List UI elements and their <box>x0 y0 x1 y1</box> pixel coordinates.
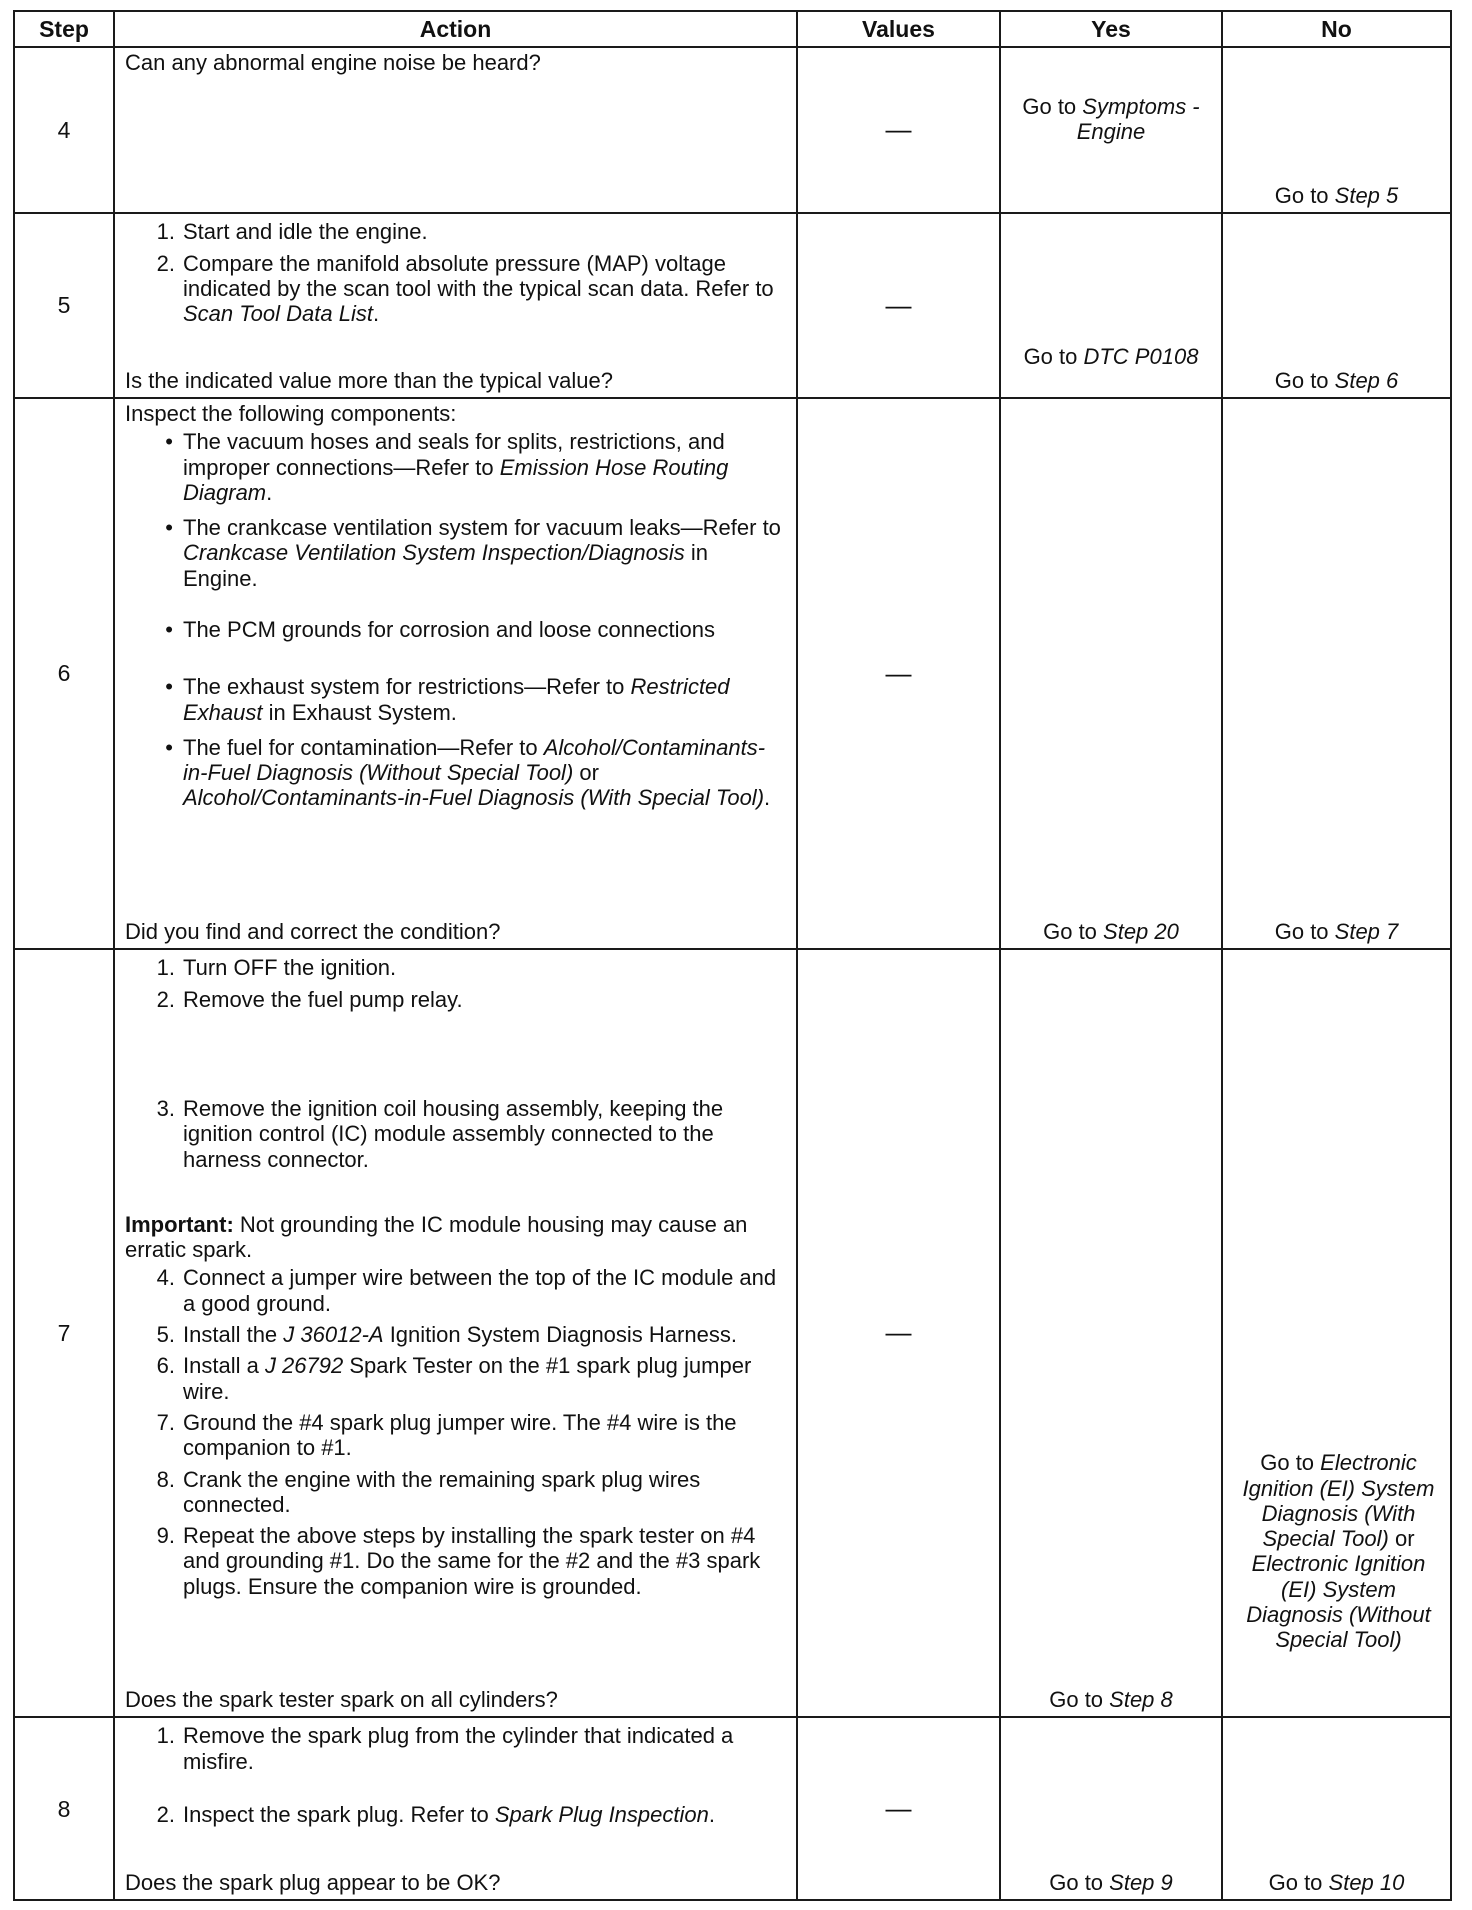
header-values: Values <box>797 11 1000 47</box>
step-question: Is the indicated value more than the typical value? <box>125 367 613 393</box>
action-cell <box>114 949 797 1717</box>
no-cell <box>1222 398 1451 949</box>
header-action: Action <box>114 11 797 47</box>
no-prefix: Go to <box>1260 1450 1321 1476</box>
yes-prefix: Go to <box>1043 919 1104 945</box>
list-item: • The crankcase ventilation system for vacuum leaks—Refer to Crankcase Ventilation System Inspection/Diagnosis in Engine. <box>165 515 781 591</box>
list-item: • The PCM grounds for corrosion and loose connections <box>165 617 715 642</box>
header-row <box>14 11 1451 47</box>
yes-link[interactable]: Symptoms - Engine <box>1076 94 1200 145</box>
list-item: 2. Compare the manifold absolute pressure (MAP) voltage indicated by the scan tool with the typical scan data. Refer to Scan Tool Data List. <box>156 250 774 327</box>
yes-cell <box>1000 949 1222 1717</box>
yes-cell <box>1000 213 1222 397</box>
yes-cell <box>1000 1717 1222 1900</box>
diagnostic-table <box>13 10 1452 1901</box>
action-cell <box>114 398 797 949</box>
yes-prefix: Go to <box>1049 1869 1110 1895</box>
yes-link[interactable]: Step 20 <box>1103 919 1179 945</box>
important-note: Important: Not grounding the IC module housing may cause an erratic spark. <box>125 1211 748 1263</box>
no-cell: Go to Electronic Ignition (EI) System Diagnosis (With Special Tool) or Electronic Ignition (EI) System Diagnosis (Without Special Tool) <box>1222 949 1451 1717</box>
no-cell <box>1222 1717 1451 1900</box>
reference-link[interactable]: Alcohol/Contaminants-in-Fuel Diagnosis (With Special Tool) <box>183 785 765 811</box>
yes-prefix: Go to <box>1022 94 1083 119</box>
yes-cell <box>1000 47 1222 213</box>
list-item: 7. Ground the #4 spark plug jumper wire. The #4 wire is the companion to #1. <box>156 1409 737 1461</box>
list-item: 5. Install the J 36012-A Ignition System Diagnosis Harness. <box>156 1322 737 1348</box>
action-cell <box>114 47 797 213</box>
no-link[interactable]: Step 5 <box>1334 183 1399 209</box>
list-item: 2. Remove the fuel pump relay. <box>156 986 463 1012</box>
action-cell <box>114 213 797 397</box>
step-number: 6 <box>14 398 114 949</box>
list-item: 8. Crank the engine with the remaining spark plug wires connected. <box>156 1466 701 1517</box>
header-step: Step <box>14 11 114 47</box>
no-link[interactable]: Step 6 <box>1334 367 1399 393</box>
no-cell <box>1222 47 1451 213</box>
values-cell: — <box>797 398 1000 949</box>
values-cell: — <box>797 213 1000 397</box>
list-item: 6. Install a J 26792 Spark Tester on the #1 spark plug jumper wire. <box>156 1353 752 1404</box>
yes-link[interactable]: Step 9 <box>1109 1869 1173 1895</box>
list-item: 3. Remove the ignition coil housing assembly, keeping the ignition control (IC) module assembly connected to the harness connector. <box>156 1096 724 1172</box>
no-link[interactable]: Step 7 <box>1334 919 1399 945</box>
reference-link[interactable]: Restricted Exhaust <box>183 674 730 725</box>
reference-link[interactable]: Spark Plug Inspection <box>494 1802 709 1828</box>
list-item: 1. Turn OFF the ignition. <box>156 955 397 981</box>
list-item: • The exhaust system for restrictions—Refer to Restricted Exhaust in Exhaust System. <box>165 674 730 725</box>
no-prefix: Go to <box>1274 367 1335 393</box>
tool-name: J 26792 <box>264 1353 344 1379</box>
action-intro: Inspect the following components: <box>125 400 457 426</box>
step-question: Can any abnormal engine noise be heard? <box>125 50 541 75</box>
action-steps <box>125 1723 788 1827</box>
yes-cell <box>1000 398 1222 949</box>
action-steps <box>125 955 788 1171</box>
step-question: Does the spark plug appear to be OK? <box>125 1869 501 1895</box>
reference-link[interactable]: Emission Hose Routing Diagram <box>183 454 729 505</box>
reference-link[interactable]: Alcohol/Contaminants-in-Fuel Diagnosis (Without Special Tool) <box>183 734 766 786</box>
step-question: Does the spark tester spark on all cylinders? <box>125 1687 558 1713</box>
no-prefix: Go to <box>1274 183 1335 209</box>
reference-link[interactable]: Scan Tool Data List <box>183 301 373 327</box>
table-row-step-5 <box>14 213 1451 397</box>
values-cell: — <box>797 1717 1000 1900</box>
table-row-step-4 <box>14 47 1451 213</box>
no-link[interactable]: Electronic Ignition (EI) System Diagnosis (Without Special Tool) <box>1246 1551 1431 1653</box>
yes-prefix: Go to <box>1049 1687 1110 1713</box>
list-item: • The vacuum hoses and seals for splits, restrictions, and improper connections—Refer to Emission Hose Routing Diagram. <box>165 429 729 505</box>
no-prefix: Go to <box>1274 919 1335 945</box>
header-no: No <box>1222 11 1451 47</box>
list-item: • The fuel for contamination—Refer to Alcohol/Contaminants-in-Fuel Diagnosis (Without Special Tool) or Alcohol/Contaminants-in-Fuel Diagnosis (With Special Tool). <box>165 734 771 811</box>
action-steps-continued <box>125 1265 788 1599</box>
yes-link[interactable]: Step 8 <box>1109 1687 1173 1713</box>
table-row-step-6 <box>14 398 1451 949</box>
list-item: 1. Remove the spark plug from the cylinder that indicated a misfire. <box>156 1723 734 1774</box>
no-cell <box>1222 213 1451 397</box>
step-number: 8 <box>14 1717 114 1900</box>
yes-prefix: Go to <box>1023 343 1084 369</box>
yes-link[interactable]: DTC P0108 <box>1083 343 1199 369</box>
no-prefix: Go to <box>1268 1869 1329 1895</box>
important-label: Important: <box>125 1211 234 1237</box>
no-link[interactable]: Step 10 <box>1328 1869 1405 1895</box>
step-number: 4 <box>14 47 114 213</box>
no-link[interactable]: Electronic Ignition (EI) System Diagnosis (With Special Tool) <box>1242 1450 1435 1552</box>
step-question: Did you find and correct the condition? <box>125 919 501 945</box>
step-number: 7 <box>14 949 114 1717</box>
header-yes: Yes <box>1000 11 1222 47</box>
values-cell: — <box>797 47 1000 213</box>
list-item: 9. Repeat the above steps by installing the spark tester on #4 and grounding #1. Do the same for the #2 and the #3 spark plugs. Ensure the companion wire is grounded. <box>156 1523 761 1599</box>
reference-link[interactable]: Crankcase Ventilation System Inspection/Diagnosis <box>183 540 685 566</box>
list-item: 2. Inspect the spark plug. Refer to Spark Plug Inspection. <box>156 1802 715 1828</box>
step-number: 5 <box>14 213 114 397</box>
table-row-step-7 <box>14 949 1451 1717</box>
table-row-step-8 <box>14 1717 1451 1900</box>
values-cell: — <box>797 949 1000 1717</box>
tool-name: J 36012-A <box>283 1322 384 1348</box>
list-item: 1. Start and idle the engine. <box>156 219 428 245</box>
list-item: 4. Connect a jumper wire between the top of the IC module and a good ground. <box>156 1265 777 1316</box>
action-steps <box>125 219 788 326</box>
inspection-list <box>125 429 788 811</box>
action-cell <box>114 1717 797 1900</box>
